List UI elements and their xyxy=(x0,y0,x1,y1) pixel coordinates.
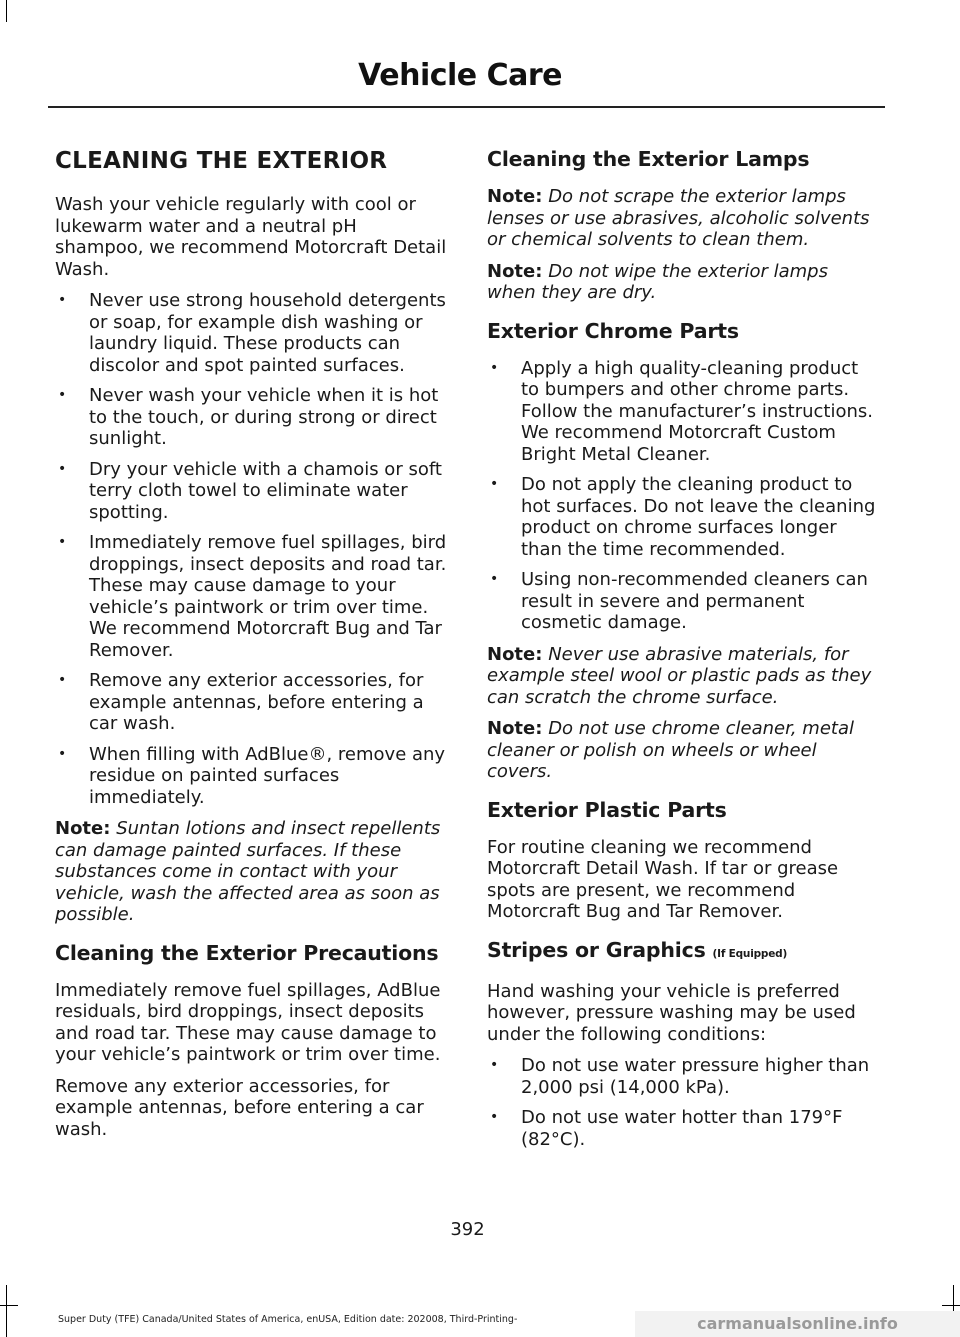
precautions-paragraph: Immediately remove fuel spillages, AdBlue residuals, bird droppings, insect deposits and road tar. These may cause damage to your vehicle’s paintwork or trim over time. xyxy=(55,979,441,1065)
page-header-title: Vehicle Care xyxy=(358,58,562,93)
note-paragraph xyxy=(487,261,880,304)
lamps-heading: Cleaning the Exterior Lamps xyxy=(487,147,810,171)
stripes-heading xyxy=(487,937,880,967)
crop-mark xyxy=(6,0,7,22)
note-paragraph xyxy=(487,644,880,709)
list-item: • Remove any exterior accessories, for example antennas, before entering a car wash. xyxy=(55,670,448,735)
note-paragraph xyxy=(487,186,880,251)
note-label: Note: xyxy=(487,260,543,282)
chrome-heading: Exterior Chrome Parts xyxy=(487,318,739,343)
note-text: Never use abrasive materials, for example steel wool or plastic pads as they can scratch the chrome surface. xyxy=(487,643,872,708)
list-item: • Do not use water pressure higher than 2,000 psi (14,000 kPa). xyxy=(487,1055,880,1098)
note-label: Note: xyxy=(487,643,543,665)
note-text: Do not scrape the exterior lamps lenses or use abrasives, alcoholic solvents or chemical solvents to clean them. xyxy=(487,186,870,250)
intro-paragraph: Wash your vehicle regularly with cool or lukewarm water and a neutral pH shampoo, we recommend Motorcraft Detail Wash. xyxy=(55,194,447,280)
right-column xyxy=(487,146,880,1160)
list-item: • When filling with AdBlue®, remove any residue on painted surfaces immediately. xyxy=(55,744,448,809)
crop-mark xyxy=(6,1285,7,1337)
list-item: • Immediately remove fuel spillages, bird droppings, insect deposits and road tar. These may cause damage to your vehicle’s paintwork or trim over time. We recommend Motorcraft Bug and Tar Remover. xyxy=(55,532,448,661)
note-label: Note: xyxy=(487,718,543,739)
list-item: • Apply a high quality-cleaning product to bumpers and other chrome parts. Follow the manufacturer’s instructions. We recommend Motorcraft Custom Bright Metal Cleaner. xyxy=(487,358,880,466)
exterior-bullet-list xyxy=(55,290,448,808)
stripes-heading-text: Stripes or Graphics xyxy=(487,937,706,962)
footer-text: Super Duty (TFE) Canada/United States of America, enUSA, Edition date: 202008, Third-Printing- xyxy=(58,1314,518,1325)
chrome-bullet-list xyxy=(487,358,880,634)
stripes-bullet-list xyxy=(487,1055,880,1150)
list-item: • Do not apply the cleaning product to hot surfaces. Do not leave the cleaning product on chrome surfaces longer than the time recommended. xyxy=(487,474,880,560)
page-number: 392 xyxy=(450,1219,485,1240)
note-label: Note: xyxy=(55,818,111,839)
plastic-heading: Exterior Plastic Parts xyxy=(487,797,727,822)
note-text: Do not wipe the exterior lamps when they are dry. xyxy=(487,260,828,303)
stripes-paragraph: Hand washing your vehicle is preferred however, pressure washing may be used under the following conditions: xyxy=(487,980,856,1045)
crop-mark xyxy=(942,1305,960,1306)
note-text: Suntan lotions and insect repellents can damage painted surfaces. If these substances come in contact with your vehicle, wash the affected area as soon as possible. xyxy=(55,818,441,925)
precautions-paragraph: Remove any exterior accessories, for example antennas, before entering a car wash. xyxy=(55,1075,424,1140)
section-heading: CLEANING THE EXTERIOR xyxy=(55,148,388,174)
list-item: • Using non-recommended cleaners can result in severe and permanent cosmetic damage. xyxy=(487,569,880,634)
list-item: • Do not use water hotter than 179°F (82°C). xyxy=(487,1107,880,1150)
list-item: • Never use strong household detergents or soap, for example dish washing or laundry liquid. These products can discolor and spot painted surfaces. xyxy=(55,290,448,376)
if-equipped-qualifier: (If Equipped) xyxy=(712,947,788,960)
precautions-heading: Cleaning the Exterior Precautions xyxy=(55,940,439,965)
note-label: Note: xyxy=(487,186,543,207)
watermark: carmanualsonline.info xyxy=(635,1311,960,1337)
note-paragraph xyxy=(55,818,448,926)
left-column xyxy=(55,146,448,1150)
note-paragraph xyxy=(487,718,880,783)
header-divider xyxy=(48,106,885,108)
crop-mark xyxy=(0,1305,18,1306)
list-item: • Never wash your vehicle when it is hot to the touch, or during strong or direct sunlight. xyxy=(55,385,448,450)
list-item: • Dry your vehicle with a chamois or soft terry cloth towel to eliminate water spotting. xyxy=(55,459,448,524)
note-text: Do not use chrome cleaner, metal cleaner or polish on wheels or wheel covers. xyxy=(487,718,854,782)
plastic-paragraph: For routine cleaning we recommend Motorcraft Detail Wash. If tar or grease spots are present, we recommend Motorcraft Bug and Tar Remover. xyxy=(487,836,839,922)
